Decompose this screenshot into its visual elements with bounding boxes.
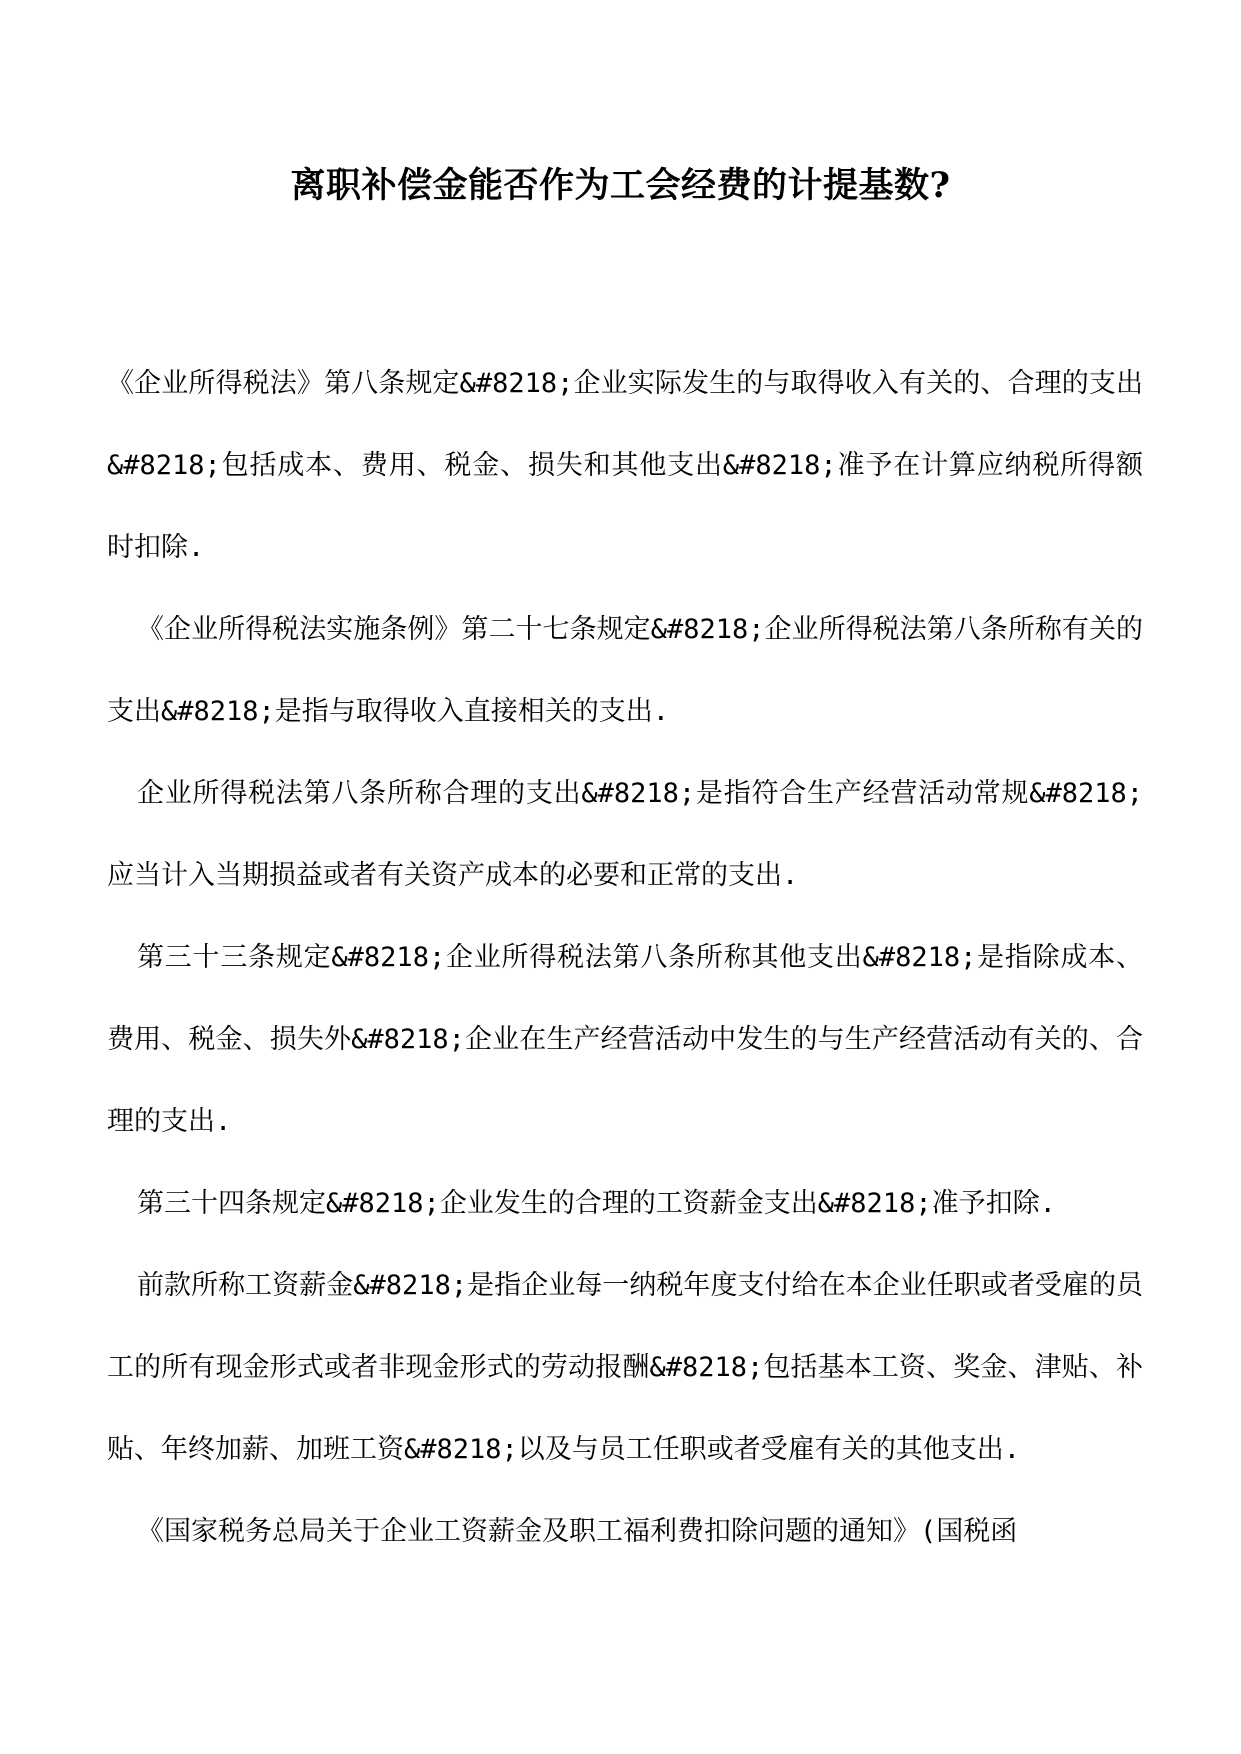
paragraph-6: 前款所称工资薪金&#8218;是指企业每一纳税年度支付给在本企业任职或者受雇的员工的所有现金形式或者非现金形式的劳动报酬&#8218;包括基本工资、奖金、津贴、补贴、年终加薪、加班工资&#8218;以及与员工任职或者受雇有关的其他支出.: [107, 1270, 1143, 1465]
paragraph-5: 第三十四条规定&#8218;企业发生的合理的工资薪金支出&#8218;准予扣除.: [137, 1188, 1056, 1219]
paragraph-7: 《国家税务总局关于企业工资薪金及职工福利费扣除问题的通知》(国税函: [137, 1516, 1018, 1547]
paragraph-3: 企业所得税法第八条所称合理的支出&#8218;是指符合生产经营活动常规&#8218;应当计入当期损益或者有关资产成本的必要和正常的支出.: [107, 778, 1143, 891]
document-title: 离职补偿金能否作为工会经费的计提基数?: [290, 165, 951, 206]
paragraph-2: 《企业所得税法实施条例》第二十七条规定&#8218;企业所得税法第八条所称有关的支出&#8218;是指与取得收入直接相关的支出.: [107, 614, 1143, 727]
paragraph-1: 《企业所得税法》第八条规定&#8218;企业实际发生的与取得收入有关的、合理的支出&#8218;包括成本、费用、税金、损失和其他支出&#8218;准予在计算应纳税所得额时扣除.: [107, 368, 1143, 563]
paragraph-4: 第三十三条规定&#8218;企业所得税法第八条所称其他支出&#8218;是指除成本、费用、税金、损失外&#8218;企业在生产经营活动中发生的与生产经营活动有关的、合理的支出.: [107, 942, 1143, 1137]
document-body: [107, 343, 1143, 1573]
